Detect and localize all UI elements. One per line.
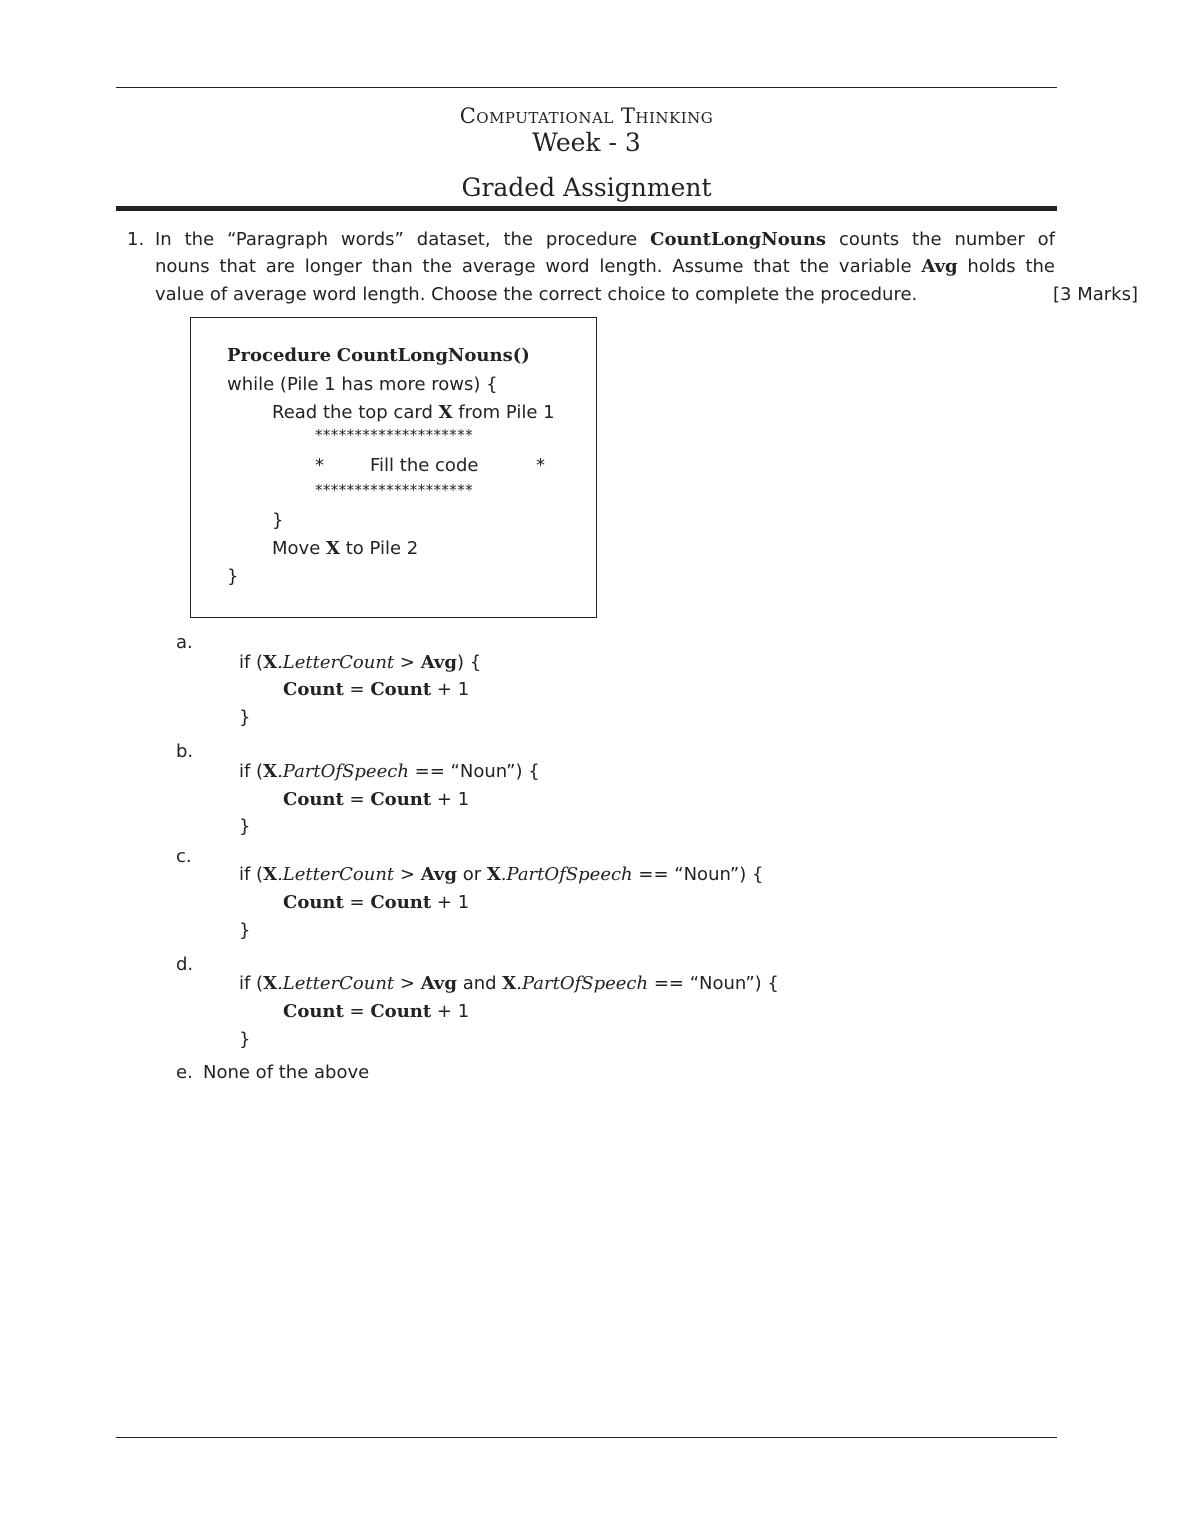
procedure-read-line: Read the top card X from Pile 1 [272,402,555,423]
top-rule [116,87,1057,88]
procedure-fill-right-star: * [536,455,545,476]
option-b-close: } [239,816,251,837]
procedure-inner-close: } [272,510,284,531]
marks-badge: [3 Marks] [1053,284,1138,305]
option-c-body: Count = Count + 1 [283,892,470,913]
option-a-close: } [239,707,251,728]
option-a-condition: if (X.LetterCount > Avg) { [239,652,482,673]
procedure-while-line: while (Pile 1 has more rows) { [227,374,498,395]
option-e-text: None of the above [203,1062,370,1083]
procedure-outer-close: } [227,566,239,587]
procedure-fill-left-star: * [315,455,324,476]
option-b-body: Count = Count + 1 [283,789,470,810]
header-thick-rule [116,206,1057,211]
procedure-move-line: Move X to Pile 2 [272,538,419,559]
question-line-2: nouns that are longer than the average word length. Assume that the variable Avg holds the [155,256,1056,277]
question-number: 1. [127,229,145,250]
option-d-condition: if (X.LetterCount > Avg and X.PartOfSpeech == “Noun”) { [239,973,779,994]
bottom-rule [116,1437,1057,1438]
procedure-header: Procedure CountLongNouns() [227,345,530,366]
option-d-close: } [239,1029,251,1050]
question-line-3: value of average word length. Choose the correct choice to complete the procedure. [155,284,918,305]
course-title: Computational Thinking [459,104,714,128]
option-e-label: e. [176,1062,193,1083]
option-d-label: d. [176,954,194,975]
procedure-stars-bottom: ******************** [315,481,473,499]
option-b-label: b. [176,741,194,762]
assignment-title: Graded Assignment [461,173,712,202]
option-a-label: a. [176,632,193,653]
option-c-label: c. [176,846,192,867]
option-c-condition: if (X.LetterCount > Avg or X.PartOfSpeech == “Noun”) { [239,864,764,885]
option-c-close: } [239,920,251,941]
option-d-body: Count = Count + 1 [283,1001,470,1022]
procedure-fill-placeholder: Fill the code [370,455,479,476]
week-label: Week - 3 [532,128,641,157]
option-a-body: Count = Count + 1 [283,679,470,700]
question-line-1: In the “Paragraph words” dataset, the procedure CountLongNouns counts the number of [155,229,1055,250]
option-b-condition: if (X.PartOfSpeech == “Noun”) { [239,761,540,782]
procedure-stars-top: ******************** [315,426,473,444]
